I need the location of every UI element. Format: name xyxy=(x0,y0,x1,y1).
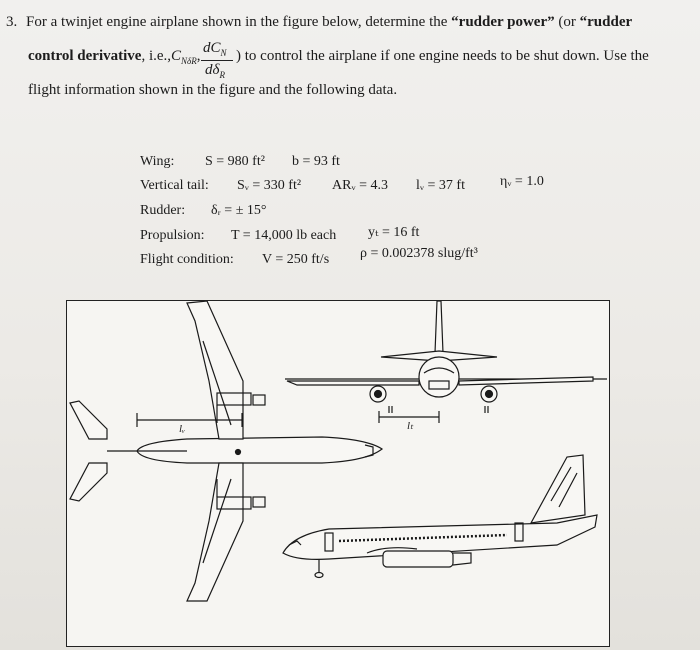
rudder-term: “rudder xyxy=(579,14,633,30)
wing-span: b = 93 ft xyxy=(292,154,340,169)
rudder-power-term: “rudder power” xyxy=(451,14,555,30)
thrust-offset: yₜ = 16 ft xyxy=(368,225,420,240)
wing-label: Wing: xyxy=(140,154,175,169)
rudder-label: Rudder: xyxy=(140,203,186,218)
line1-paren: (or xyxy=(554,14,580,30)
fraction-denominator xyxy=(205,62,225,80)
problem-line-2-tail: ) to control the airplane if one engine needs to be shut down. Use the xyxy=(236,48,649,64)
frac-num-text: dC xyxy=(203,40,221,56)
ie-text: , i.e., xyxy=(141,48,172,64)
frac-den-text: dδ xyxy=(205,62,220,78)
vt-arm: lᵥ = 37 ft xyxy=(416,178,465,193)
thrust-value: T = 14,000 lb each xyxy=(231,228,337,243)
problem-number: 3. xyxy=(6,14,18,30)
line1-text: For a twinjet engine airplane shown in the figure below, determine the xyxy=(26,14,452,30)
airplane-drawings xyxy=(67,301,611,648)
lt-dimension-label: lₜ xyxy=(407,420,414,432)
cn-symbol: C xyxy=(171,48,182,64)
vt-efficiency: ηᵥ = 1.0 xyxy=(500,174,544,189)
velocity-value: V = 250 ft/s xyxy=(262,252,330,267)
problem-line-3: flight information shown in the figure and the following data. xyxy=(28,82,398,98)
problem-line-2 xyxy=(28,48,200,66)
vt-area: Sᵥ = 330 ft² xyxy=(237,178,302,193)
cn-subscript: NδR xyxy=(181,56,197,66)
rudder-deflection: δᵣ = ± 15° xyxy=(211,203,267,218)
propulsion-label: Propulsion: xyxy=(140,228,205,243)
comma: , xyxy=(196,48,201,64)
vertical-tail-label: Vertical tail: xyxy=(140,178,209,193)
front-view-drawing xyxy=(285,301,607,423)
control-derivative-term: control derivative xyxy=(28,48,142,64)
problem-line-1 xyxy=(26,14,632,31)
wing-area: S = 980 ft² xyxy=(205,154,265,169)
density-value: ρ = 0.002378 slug/ft³ xyxy=(360,246,478,261)
frac-den-sub: R xyxy=(219,70,225,80)
lv-dimension-label: lᵥ xyxy=(179,423,186,435)
side-view-drawing xyxy=(283,455,597,578)
flight-condition-label: Flight condition: xyxy=(140,252,234,267)
vt-aspect-ratio: ARᵥ = 4.3 xyxy=(332,178,388,193)
fraction-bar xyxy=(201,60,233,61)
frac-num-sub: N xyxy=(220,48,227,58)
airplane-figure xyxy=(66,300,610,647)
fraction-numerator xyxy=(203,40,227,58)
